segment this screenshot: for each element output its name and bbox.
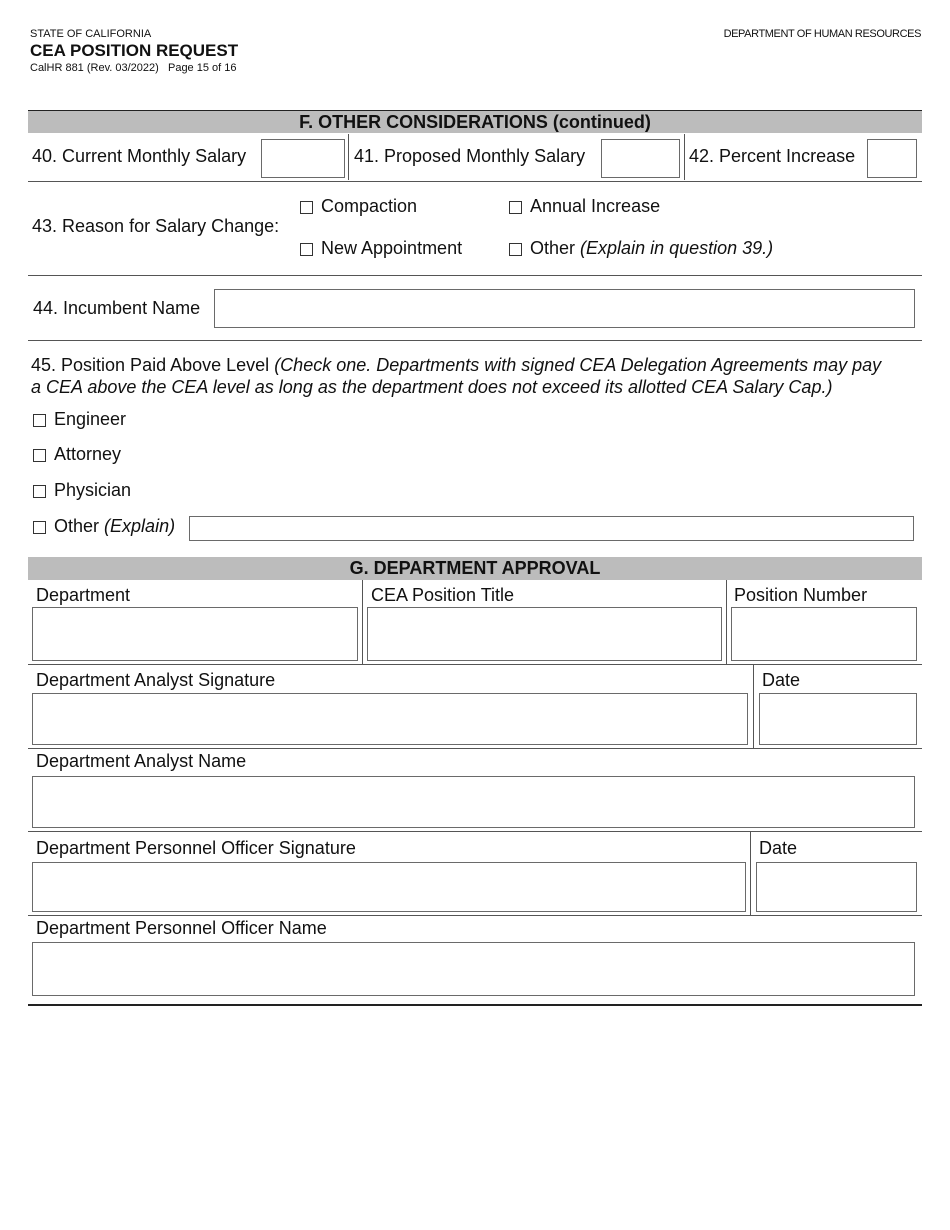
- annual-increase-checkbox[interactable]: [509, 201, 522, 214]
- q43-label: 43. Reason for Salary Change:: [32, 216, 280, 236]
- divider: [726, 580, 727, 664]
- new-appointment-checkbox[interactable]: [300, 243, 313, 256]
- analyst-name-label: Department Analyst Name: [36, 751, 247, 771]
- department-label: Department: [36, 585, 131, 605]
- divider: [684, 134, 685, 180]
- analyst-date-field[interactable]: [759, 693, 917, 745]
- attorney-label: Attorney: [54, 444, 122, 464]
- physician-checkbox[interactable]: [33, 485, 46, 498]
- q45-note-1: (Check one. Departments with signed CEA Delegation Agreements may pay: [274, 355, 882, 375]
- q40-label: 40. Current Monthly Salary: [32, 146, 247, 166]
- page-indicator: Page 15 of 16: [167, 62, 237, 74]
- analyst-signature-label: Department Analyst Signature: [36, 670, 276, 690]
- form-id: [30, 62, 237, 74]
- row-rule: [28, 748, 922, 749]
- other-level-text: Other: [54, 516, 100, 536]
- divider: [750, 831, 751, 915]
- engineer-checkbox[interactable]: [33, 414, 46, 427]
- department-field[interactable]: [32, 607, 358, 661]
- section-g-bottom-rule: [28, 1004, 922, 1006]
- q42-label: 42. Percent Increase: [689, 146, 856, 166]
- q44-label: 44. Incumbent Name: [33, 298, 201, 318]
- q41-label: 41. Proposed Monthly Salary: [354, 146, 586, 166]
- physician-label: Physician: [54, 480, 132, 500]
- new-appointment-label: New Appointment: [321, 238, 463, 258]
- section-g-title: G. DEPARTMENT APPROVAL: [28, 557, 922, 580]
- cea-position-title-label: CEA Position Title: [371, 585, 515, 605]
- percent-increase-field[interactable]: [867, 139, 917, 178]
- proposed-monthly-salary-field[interactable]: [601, 139, 680, 178]
- compaction-label: Compaction: [321, 196, 418, 216]
- row-rule: [28, 915, 922, 916]
- engineer-label: Engineer: [54, 409, 127, 429]
- divider: [362, 580, 363, 664]
- row-rule: [28, 664, 922, 665]
- other-reason-label: [530, 238, 773, 259]
- divider: [753, 664, 754, 748]
- analyst-name-field[interactable]: [32, 776, 915, 828]
- form-revision: CalHR 881 (Rev. 03/2022): [30, 62, 159, 74]
- row-rule: [28, 275, 922, 276]
- row-rule: [28, 181, 922, 182]
- attorney-checkbox[interactable]: [33, 449, 46, 462]
- officer-name-label: Department Personnel Officer Name: [36, 918, 327, 938]
- q45-label: [31, 354, 921, 398]
- row-rule: [28, 340, 922, 341]
- q45-title: 45. Position Paid Above Level: [31, 355, 270, 375]
- analyst-signature-field[interactable]: [32, 693, 748, 745]
- other-reason-checkbox[interactable]: [509, 243, 522, 256]
- form-title: CEA POSITION REQUEST: [30, 41, 239, 60]
- department-name: DEPARTMENT OF HUMAN RESOURCES: [723, 28, 921, 40]
- other-reason-note: (Explain in question 39.): [580, 238, 774, 258]
- row-rule: [28, 831, 922, 832]
- current-monthly-salary-field[interactable]: [261, 139, 345, 178]
- position-number-field[interactable]: [731, 607, 917, 661]
- other-level-note: (Explain): [104, 516, 176, 536]
- state-label: STATE OF CALIFORNIA: [30, 28, 152, 40]
- other-reason-text: Other: [530, 238, 576, 258]
- annual-increase-label: Annual Increase: [530, 196, 661, 216]
- incumbent-name-field[interactable]: [214, 289, 915, 328]
- q45-note-2: a CEA above the CEA level as long as the department does not exceed its allotted CEA Salary Cap.): [31, 377, 833, 397]
- other-level-label: [54, 516, 175, 537]
- divider: [348, 134, 349, 180]
- other-explain-field[interactable]: [189, 516, 914, 541]
- position-number-label: Position Number: [734, 585, 868, 605]
- cea-position-title-field[interactable]: [367, 607, 722, 661]
- compaction-checkbox[interactable]: [300, 201, 313, 214]
- officer-name-field[interactable]: [32, 942, 915, 996]
- analyst-date-label: Date: [762, 670, 801, 690]
- officer-date-label: Date: [759, 838, 798, 858]
- officer-signature-field[interactable]: [32, 862, 746, 912]
- officer-date-field[interactable]: [756, 862, 917, 912]
- section-f-title: F. OTHER CONSIDERATIONS (continued): [28, 111, 922, 133]
- other-level-checkbox[interactable]: [33, 521, 46, 534]
- officer-signature-label: Department Personnel Officer Signature: [36, 838, 356, 858]
